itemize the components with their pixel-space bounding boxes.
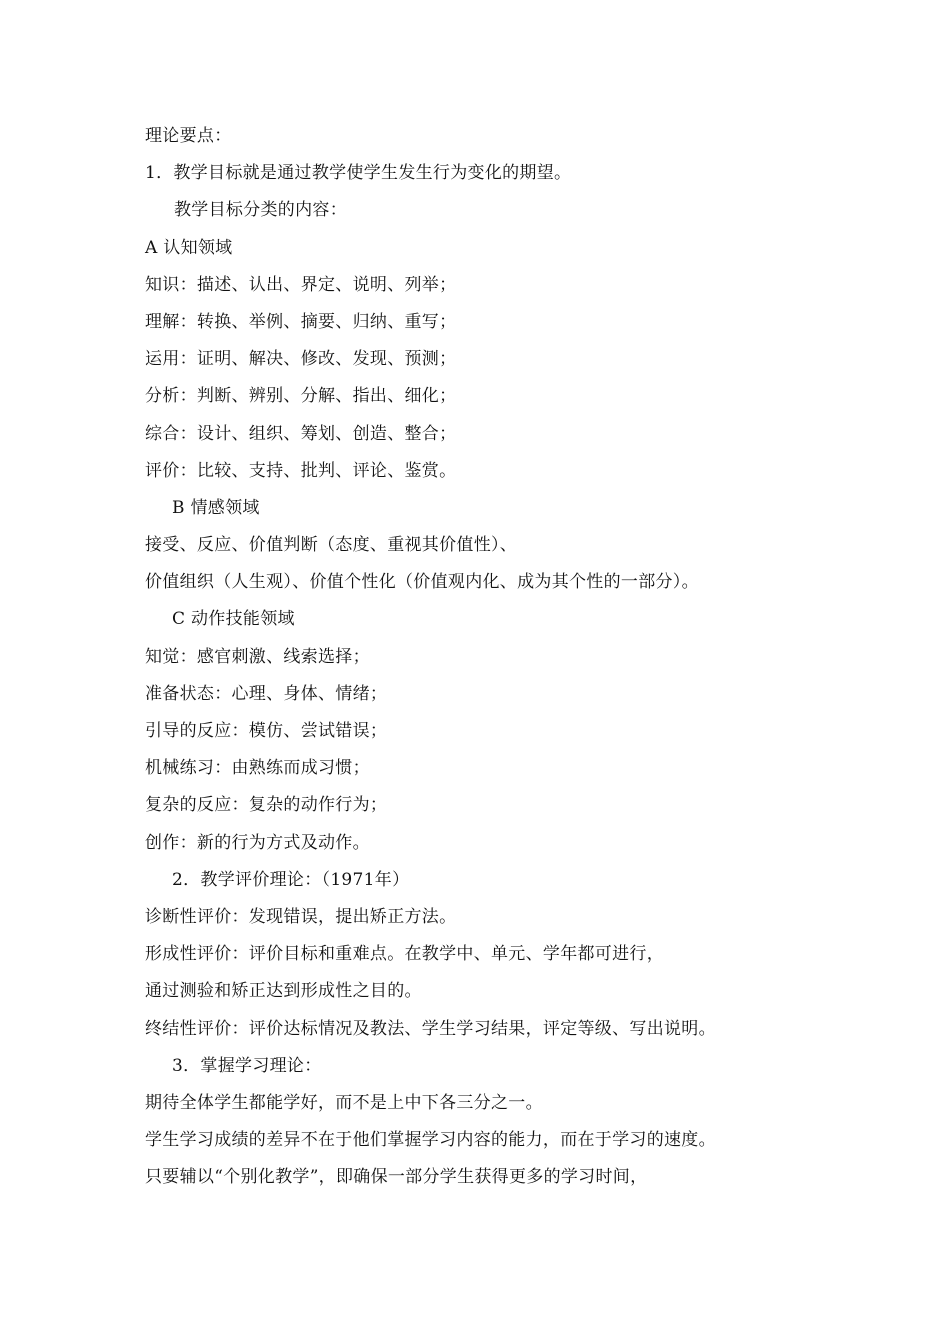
text-line: 学生学习成绩的差异不在于他们掌握学习内容的能力，而在于学习的速度。: [145, 1130, 716, 1151]
text-line: 接受、反应、价值判断（态度、重视其价值性）、: [145, 535, 518, 556]
text-line: 机械练习：由熟练而成习惯；: [145, 758, 370, 779]
text-line: 综合：设计、组织、筹划、创造、整合；: [145, 423, 457, 444]
text-line: 1．教学目标就是通过教学使学生发生行为变化的期望。: [145, 163, 572, 184]
text-line: 运用：证明、解决、修改、发现、预测；: [145, 349, 457, 370]
text-line: 教学目标分类的内容：: [174, 200, 347, 221]
text-line: 创作：新的行为方式及动作。: [145, 832, 370, 853]
text-line: 准备状态：心理、身体、情绪；: [145, 683, 388, 704]
section-heading: A 认知领域: [145, 237, 233, 258]
section-heading: C 动作技能领域: [172, 609, 295, 630]
text-line: 通过测验和矫正达到形成性之目的。: [145, 981, 422, 1002]
section-heading: 3．掌握学习理论：: [172, 1055, 322, 1076]
text-line: 只要辅以“个别化教学”，即确保一部分学生获得更多的学习时间，: [145, 1167, 648, 1188]
text-line: 理解：转换、举例、摘要、归纳、重写；: [145, 311, 457, 332]
text-line: 形成性评价：评价目标和重难点。在教学中、单元、学年都可进行，: [145, 944, 664, 965]
text-line: 知识：描述、认出、界定、说明、列举；: [145, 274, 457, 295]
text-line: 评价：比较、支持、批判、评论、鉴赏。: [145, 460, 457, 481]
section-heading: 2．教学评价理论：（1971年）: [172, 869, 410, 890]
text-line: 复杂的反应：复杂的动作行为；: [145, 795, 388, 816]
text-line: 引导的反应：模仿、尝试错误；: [145, 721, 388, 741]
text-line: 终结性评价：评价达标情况及教法、学生学习结果，评定等级、写出说明。: [145, 1018, 716, 1039]
section-heading: B 情感领域: [172, 497, 260, 518]
text-line: 诊断性评价：发现错误，提出矫正方法。: [145, 906, 457, 927]
text-line: 理论要点：: [145, 126, 232, 146]
text-line: 价值组织（人生观）、价值个性化（价值观内化、成为其个性的一部分）。: [145, 572, 699, 593]
text-line: 知觉：感官刺激、线索选择；: [145, 646, 370, 667]
document-body: [145, 118, 825, 1196]
text-line: 期待全体学生都能学好，而不是上中下各三分之一。: [145, 1092, 543, 1113]
text-line: 分析：判断、辨别、分解、指出、细化；: [145, 386, 457, 407]
